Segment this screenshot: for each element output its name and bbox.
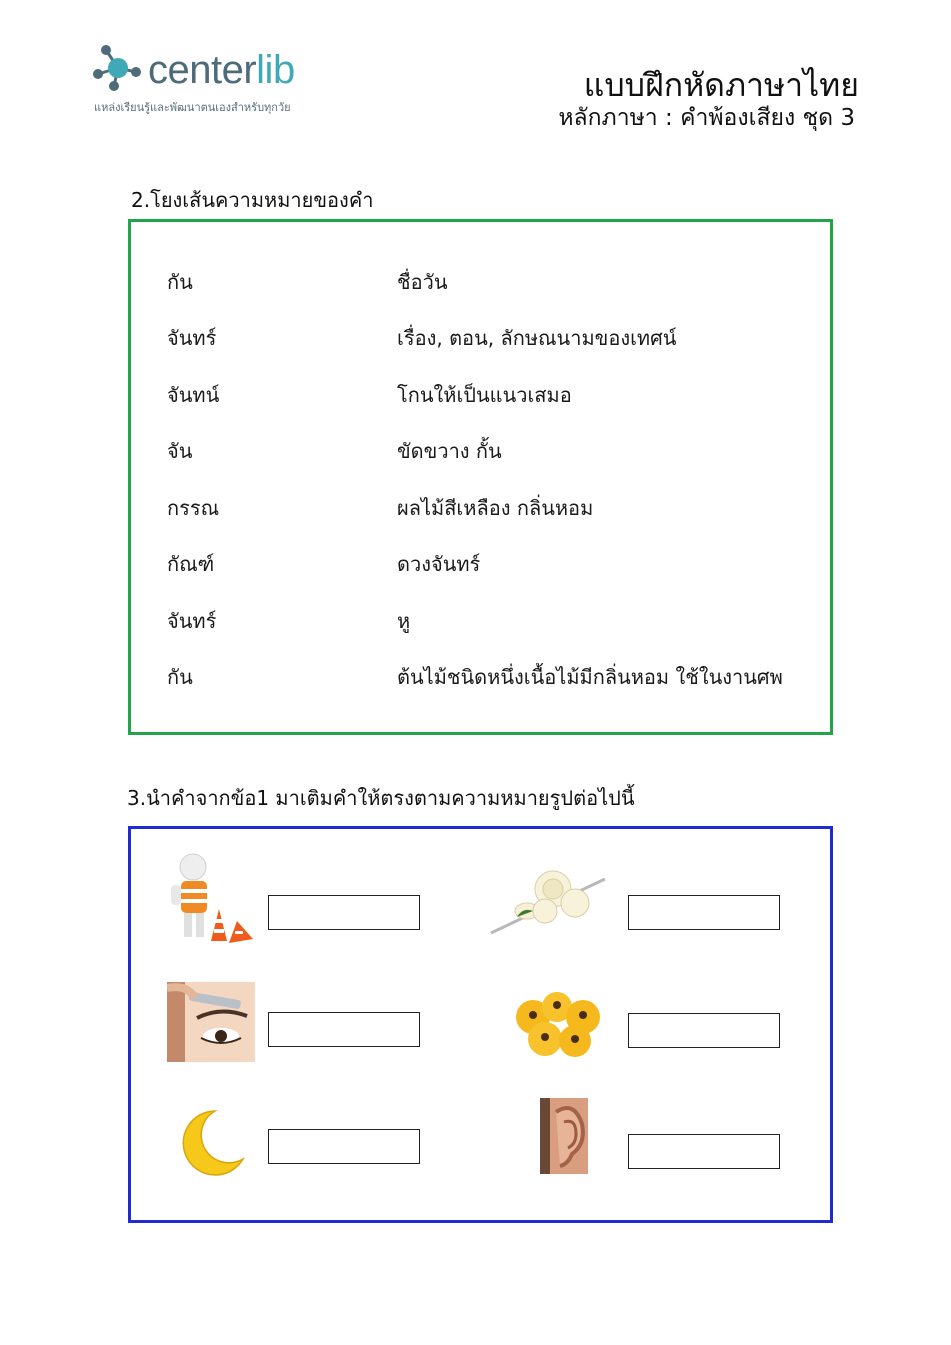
answer-box-5[interactable] <box>268 1129 420 1164</box>
answer-box-6[interactable] <box>628 1134 780 1169</box>
answer-box-2[interactable] <box>628 895 780 930</box>
brand-tagline: แหล่งเรียนรู้และพัฒนาตนเองสำหรับทุกวัย <box>94 101 291 114</box>
match-row <box>167 322 827 352</box>
word-left: จัน <box>167 439 193 463</box>
worksheet-subtitle: หลักภาษา : คำพ้องเสียง ชุด 3 <box>558 105 855 131</box>
match-row <box>167 548 827 578</box>
molecule-logo-icon <box>92 42 148 92</box>
answer-box-4[interactable] <box>628 1013 780 1048</box>
sandalwood-flower-icon <box>487 865 611 937</box>
word-left: กัน <box>167 270 193 294</box>
answer-box-3[interactable] <box>268 1012 420 1047</box>
meaning-right: ต้นไม้ชนิดหนึ่งเนื้อไม้มีกลิ่นหอม ใช้ในงานศพ <box>397 665 783 689</box>
brand-name: centerlib <box>148 48 295 92</box>
match-row <box>167 266 827 296</box>
meaning-right: โกนให้เป็นแนวเสมอ <box>397 383 572 407</box>
picture-fill-box <box>128 826 833 1223</box>
match-row <box>167 379 827 409</box>
match-row <box>167 492 827 522</box>
crescent-moon-icon <box>175 1107 245 1179</box>
meaning-right: ผลไม้สีเหลือง กลิ่นหอม <box>397 496 594 520</box>
match-row <box>167 435 827 465</box>
answer-box-1[interactable] <box>268 895 420 930</box>
worksheet-title: แบบฝึกหัดภาษาไทย <box>583 66 859 104</box>
word-left: กรรณ <box>167 496 220 520</box>
word-left: กัณฑ์ <box>167 552 215 576</box>
match-row <box>167 661 827 691</box>
eyebrow-shaving-icon <box>167 982 255 1062</box>
meaning-right: หู <box>397 609 411 633</box>
meaning-right: ดวงจันทร์ <box>397 552 481 576</box>
word-left: จันทน์ <box>167 383 220 407</box>
meaning-right: ชื่อวัน <box>397 270 448 294</box>
meaning-right: เรื่อง, ตอน, ลักษณนามของเทศน์ <box>397 326 677 350</box>
ear-icon <box>540 1098 588 1174</box>
word-left: จันทร์ <box>167 609 217 633</box>
word-left: กัน <box>167 665 193 689</box>
centerlib-logo <box>92 40 352 120</box>
yellow-fruit-icon <box>511 991 603 1059</box>
worker-with-cones-icon <box>167 851 257 947</box>
matching-box <box>128 219 833 735</box>
section-3-heading: 3.นำคำจากข้อ1 มาเติมคำให้ตรงตามความหมายรูปต่อไปนี้ <box>127 786 635 810</box>
meaning-right: ขัดขวาง กั้น <box>397 439 502 463</box>
section-2-heading: 2.โยงเส้นความหมายของคำ <box>131 188 374 212</box>
match-row <box>167 605 827 635</box>
word-left: จันทร์ <box>167 326 217 350</box>
